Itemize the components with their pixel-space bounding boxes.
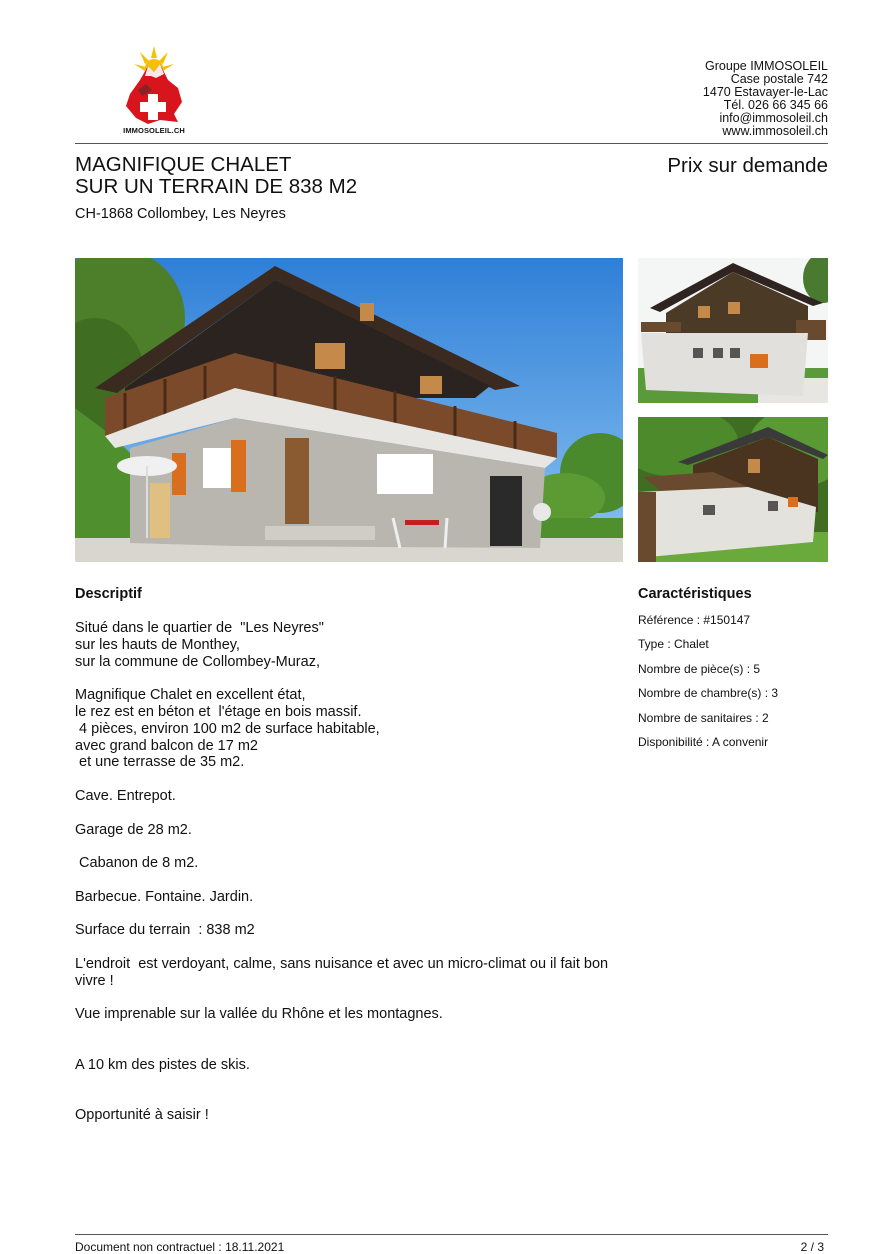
secondary-photo-2[interactable] <box>638 417 828 562</box>
characteristics-list <box>638 613 778 759</box>
description-heading: Descriptif <box>75 586 142 602</box>
chalet-photo-main <box>75 258 623 562</box>
listing-title-line2: SUR UN TERRAIN DE 838 M2 <box>75 175 358 198</box>
listing-price: Prix sur demande <box>667 154 828 177</box>
chalet-photo-back <box>638 417 828 562</box>
company-phone: Tél. 026 66 345 66 <box>723 98 828 112</box>
secondary-photo-1[interactable] <box>638 258 828 403</box>
listing-title-line1: MAGNIFIQUE CHALET <box>75 153 292 176</box>
company-contact <box>703 60 828 138</box>
characteristic-bedrooms: Nombre de chambre(s) : 3 <box>638 686 779 701</box>
company-name: Groupe IMMOSOLEIL <box>705 59 828 73</box>
characteristic-availability: Disponibilité : A convenir <box>638 734 769 749</box>
description-body <box>75 620 635 1124</box>
logo-text: IMMOSOLEIL.CH <box>123 126 185 135</box>
description-paragraph: Surface du terrain : 838 m2 <box>75 922 255 939</box>
company-website[interactable]: www.immosoleil.ch <box>722 124 828 138</box>
main-photo[interactable] <box>75 258 623 562</box>
description-paragraph: Cave. Entrepot. <box>75 787 176 804</box>
description-paragraph: Barbecue. Fontaine. Jardin. <box>75 888 254 905</box>
description-paragraph: Opportunité à saisir ! <box>75 1107 209 1124</box>
characteristic-reference: Référence : #150147 <box>638 613 751 627</box>
company-logo <box>118 44 190 136</box>
company-city: 1470 Estavayer-le-Lac <box>702 85 828 99</box>
description-paragraph: Garage de 28 m2. <box>75 821 192 838</box>
company-email[interactable]: info@immosoleil.ch <box>719 111 828 125</box>
header-divider <box>75 143 828 144</box>
description-paragraph: A 10 km des pistes de skis. <box>75 1056 250 1073</box>
footer-divider <box>75 1234 828 1235</box>
description-paragraph: Cabanon de 8 m2. <box>75 855 199 872</box>
description-paragraph: Situé dans le quartier de "Les Neyres" sur les hauts de Monthey, sur la commune de Collombey-Muraz, <box>75 620 324 670</box>
description-paragraph: L'endroit est verdoyant, calme, sans nuisance et avec un micro-climat ou il fait bon vivre ! <box>75 955 613 989</box>
listing-title <box>75 154 357 198</box>
description-paragraph: Magnifique Chalet en excellent état, le rez est en béton et l'étage en bois massif. 4 pièces, environ 100 m2 de surface habitable, avec grand balcon de 17 m2 et une terrasse de 35 m2. <box>75 687 380 771</box>
chalet-photo-side <box>638 258 828 403</box>
characteristic-rooms: Nombre de pièce(s) : 5 <box>638 661 761 676</box>
footer-disclaimer: Document non contractuel : 18.11.2021 <box>75 1240 285 1254</box>
description-paragraph: Vue imprenable sur la vallée du Rhône et les montagnes. <box>75 1006 443 1023</box>
characteristics-heading: Caractéristiques <box>638 586 752 602</box>
characteristic-type: Type : Chalet <box>638 637 709 652</box>
characteristic-bathrooms: Nombre de sanitaires : 2 <box>638 710 769 725</box>
page-number: 2 / 3 <box>800 1240 824 1254</box>
listing-address: CH-1868 Collombey, Les Neyres <box>75 206 286 222</box>
company-postbox: Case postale 742 <box>730 72 828 86</box>
